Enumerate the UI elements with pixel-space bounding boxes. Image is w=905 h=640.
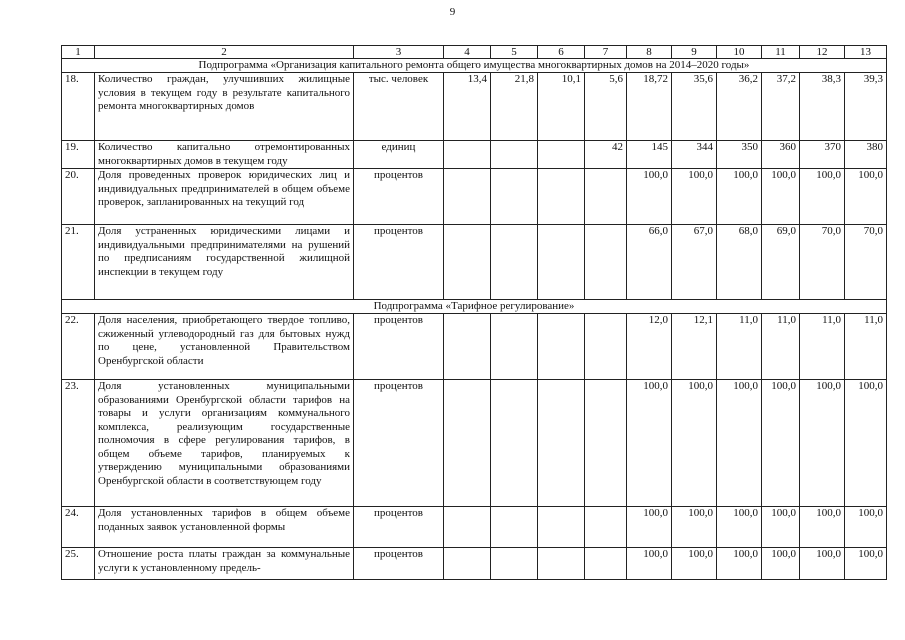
indicator-value: 69,0 (762, 225, 800, 300)
indicator-value: 5,6 (585, 73, 627, 141)
indicator-value (444, 548, 491, 580)
indicator-value: 100,0 (717, 548, 762, 580)
table-row (62, 507, 887, 548)
indicator-value: 100,0 (717, 380, 762, 507)
indicator-value: 145 (627, 141, 672, 169)
indicator-value: 100,0 (672, 169, 717, 225)
unit-of-measure: процентов (354, 314, 444, 380)
row-number: 24. (62, 507, 95, 548)
unit-of-measure: единиц (354, 141, 444, 169)
indicator-value: 100,0 (845, 548, 887, 580)
row-number: 18. (62, 73, 95, 141)
table-row (62, 380, 887, 507)
indicator-value (491, 507, 538, 548)
indicator-name: Доля устраненных юридическими лицами и индивидуальными предпринимателями на рушений по предписаниям государственной жилищной инспекции в текущем году (95, 225, 354, 300)
table-row (62, 141, 887, 169)
indicator-value: 11,0 (717, 314, 762, 380)
indicator-value: 100,0 (800, 507, 845, 548)
indicator-value (538, 380, 585, 507)
indicator-value (444, 507, 491, 548)
indicator-value (444, 141, 491, 169)
indicator-value: 38,3 (800, 73, 845, 141)
indicator-value: 68,0 (717, 225, 762, 300)
indicator-value: 21,8 (491, 73, 538, 141)
column-number: 2 (95, 46, 354, 59)
indicator-value: 100,0 (800, 380, 845, 507)
column-number: 5 (491, 46, 538, 59)
column-number: 10 (717, 46, 762, 59)
indicator-name: Количество капитально отремонтированных многоквартирных домов в текущем году (95, 141, 354, 169)
unit-of-measure: процентов (354, 548, 444, 580)
unit-of-measure: тыс. человек (354, 73, 444, 141)
indicator-value: 13,4 (444, 73, 491, 141)
indicator-name: Отношение роста платы граждан за коммунальные услуги к установленному предель- (95, 548, 354, 580)
indicator-value: 344 (672, 141, 717, 169)
unit-of-measure: процентов (354, 507, 444, 548)
indicator-value: 100,0 (627, 169, 672, 225)
table-row (62, 225, 887, 300)
indicator-name: Доля установленных тарифов в общем объеме поданных заявок установленной формы (95, 507, 354, 548)
indicator-value (585, 548, 627, 580)
indicator-value: 100,0 (762, 380, 800, 507)
indicator-value (491, 314, 538, 380)
indicator-value (585, 314, 627, 380)
row-number: 19. (62, 141, 95, 169)
column-number: 4 (444, 46, 491, 59)
row-number: 25. (62, 548, 95, 580)
indicator-value: 100,0 (845, 380, 887, 507)
unit-of-measure: процентов (354, 225, 444, 300)
indicator-value (538, 507, 585, 548)
indicator-value (538, 548, 585, 580)
indicator-value: 100,0 (800, 169, 845, 225)
subprogram-row (62, 300, 887, 314)
subprogram-title: Подпрограмма «Тарифное регулирование» (62, 300, 887, 314)
indicator-value: 100,0 (762, 548, 800, 580)
indicator-value: 360 (762, 141, 800, 169)
column-number: 6 (538, 46, 585, 59)
indicator-value (491, 141, 538, 169)
indicator-value: 100,0 (800, 548, 845, 580)
indicator-value: 100,0 (845, 507, 887, 548)
row-number: 22. (62, 314, 95, 380)
indicator-value: 370 (800, 141, 845, 169)
indicator-name: Количество граждан, улучшивших жилищные условия в текущем году в результате капитального ремонта многоквартирных домов (95, 73, 354, 141)
indicator-value: 100,0 (717, 507, 762, 548)
indicator-value (444, 314, 491, 380)
column-number: 12 (800, 46, 845, 59)
indicator-name: Доля проведенных проверок юридических лиц и индивидуальных предпринимателей в общем объеме проверок, запланированных на текущий год (95, 169, 354, 225)
indicator-value: 100,0 (845, 169, 887, 225)
indicator-value (538, 141, 585, 169)
indicator-value: 39,3 (845, 73, 887, 141)
indicator-value (491, 548, 538, 580)
indicator-value (585, 507, 627, 548)
indicator-value: 70,0 (845, 225, 887, 300)
page-number: 9 (449, 6, 456, 18)
indicator-value: 100,0 (672, 548, 717, 580)
indicator-name: Доля установленных муниципальными образованиями Оренбургской области тарифов на товары и услуги организациям коммунального комплекса, реализующим государственные полномочия в сфере регулирования тарифов, в общем объеме тарифов, планируемых к утверждению муниципальными образованиями Оренбургской области в соответствующем году (95, 380, 354, 507)
indicator-value (585, 169, 627, 225)
indicator-value: 100,0 (717, 169, 762, 225)
indicator-value (444, 380, 491, 507)
column-number: 13 (845, 46, 887, 59)
indicator-value: 380 (845, 141, 887, 169)
indicator-value (491, 380, 538, 507)
indicator-value: 35,6 (672, 73, 717, 141)
indicator-value: 100,0 (672, 380, 717, 507)
indicator-value: 100,0 (627, 380, 672, 507)
indicator-value (538, 169, 585, 225)
row-number: 23. (62, 380, 95, 507)
subprogram-title: Подпрограмма «Организация капитального ремонта общего имущества многоквартирных домов на 2014–2020 годы» (62, 59, 887, 73)
indicator-value (491, 169, 538, 225)
indicator-value (585, 380, 627, 507)
indicator-value: 11,0 (845, 314, 887, 380)
indicator-value: 100,0 (627, 548, 672, 580)
row-number: 20. (62, 169, 95, 225)
indicator-value: 10,1 (538, 73, 585, 141)
indicator-value (444, 225, 491, 300)
column-number-row (62, 46, 887, 59)
indicator-value: 100,0 (762, 507, 800, 548)
indicator-value: 11,0 (762, 314, 800, 380)
indicator-value: 70,0 (800, 225, 845, 300)
indicator-value: 42 (585, 141, 627, 169)
column-number: 7 (585, 46, 627, 59)
indicator-value (538, 225, 585, 300)
indicator-value (491, 225, 538, 300)
table-row (62, 73, 887, 141)
indicator-value: 100,0 (627, 507, 672, 548)
column-number: 8 (627, 46, 672, 59)
indicator-value: 100,0 (672, 507, 717, 548)
indicator-value (538, 314, 585, 380)
column-number: 11 (762, 46, 800, 59)
subprogram-row (62, 59, 887, 73)
table-row (62, 169, 887, 225)
column-number: 1 (62, 46, 95, 59)
indicator-value: 11,0 (800, 314, 845, 380)
indicator-value: 350 (717, 141, 762, 169)
indicator-name: Доля населения, приобретающего твердое топливо, сжиженный углеводородный газ для бытовых нужд по цене, установленной Правительством Оренбургской области (95, 314, 354, 380)
column-number: 3 (354, 46, 444, 59)
indicator-value: 18,72 (627, 73, 672, 141)
indicator-value: 37,2 (762, 73, 800, 141)
indicator-value: 36,2 (717, 73, 762, 141)
indicator-value: 67,0 (672, 225, 717, 300)
indicator-value: 100,0 (762, 169, 800, 225)
indicator-value: 12,1 (672, 314, 717, 380)
indicator-value: 12,0 (627, 314, 672, 380)
row-number: 21. (62, 225, 95, 300)
indicators-table (61, 45, 887, 580)
unit-of-measure: процентов (354, 380, 444, 507)
table-row (62, 314, 887, 380)
indicator-value (585, 225, 627, 300)
unit-of-measure: процентов (354, 169, 444, 225)
column-number: 9 (672, 46, 717, 59)
table-row (62, 548, 887, 580)
indicator-value: 66,0 (627, 225, 672, 300)
indicator-value (444, 169, 491, 225)
